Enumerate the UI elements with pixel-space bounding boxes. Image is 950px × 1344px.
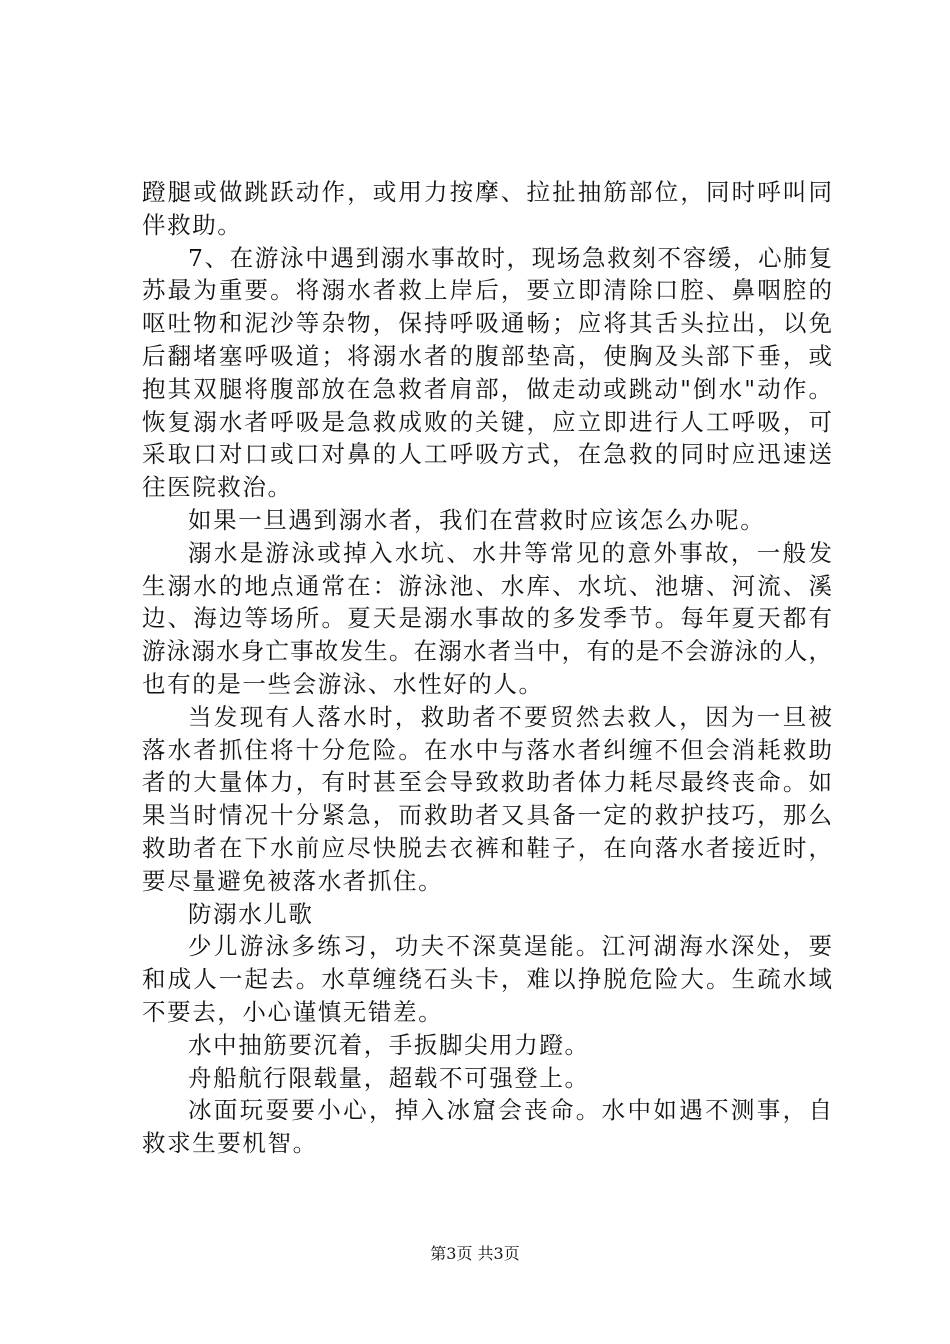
text-line: 果当时情况十分紧急，而救助者又具备一定的救护技巧，那么 <box>142 801 832 830</box>
text-line: 呕吐物和泥沙等杂物，保持呼吸通畅；应将其舌头拉出，以免 <box>142 309 832 338</box>
paragraph-first-line: 当发现有人落水时，救助者不要贸然去救人，因为一旦被 <box>188 702 832 731</box>
text-line: 和成人一起去。水草缠绕石头卡，难以挣脱危险大。生疏水域 <box>142 965 832 994</box>
text-line: 往医院救治。 <box>142 473 293 502</box>
text-line: 落水者抓住将十分危险。在水中与落水者纠缠不但会消耗救助 <box>142 735 832 764</box>
paragraph-first-line: 水中抽筋要沉着，手扳脚尖用力蹬。 <box>188 1030 590 1059</box>
text-line: 苏最为重要。将溺水者救上岸后，要立即清除口腔、鼻咽腔的 <box>142 276 832 305</box>
paragraph-first-line: 舟船航行限载量，超载不可强登上。 <box>188 1063 590 1092</box>
paragraph-first-line: 7、在游泳中遇到溺水事故时，现场急救刻不容缓，心肺复 <box>188 243 832 272</box>
text-line: 恢复溺水者呼吸是急救成败的关键，应立即进行人工呼吸，可 <box>142 407 832 436</box>
text-line: 要尽量避免被落水者抓住。 <box>142 866 444 895</box>
text-line: 抱其双腿将腹部放在急救者肩部，做走动或跳动"倒水"动作。 <box>142 374 832 403</box>
text-line: 后翻堵塞呼吸道；将溺水者的腹部垫高，使胸及头部下垂，或 <box>142 341 832 370</box>
page-number-footer: 第3页 共3页 <box>430 1244 520 1263</box>
text-line: 救求生要机智。 <box>142 1129 318 1158</box>
text-line: 也有的是一些会游泳、水性好的人。 <box>142 669 544 698</box>
document-body <box>142 176 832 1160</box>
text-line: 生溺水的地点通常在：游泳池、水库、水坑、池塘、河流、溪 <box>142 571 832 600</box>
text-line: 伴救助。 <box>142 210 243 239</box>
text-line: 者的大量体力，有时甚至会导致救助者体力耗尽最终丧命。如 <box>142 768 832 797</box>
text-line: 蹬腿或做跳跃动作，或用力按摩、拉扯抽筋部位，同时呼叫同 <box>142 178 832 206</box>
text-line: 边、海边等场所。夏天是溺水事故的多发季节。每年夏天都有 <box>142 604 832 633</box>
section-heading: 防溺水儿歌 <box>188 899 314 928</box>
text-line: 采取口对口或口对鼻的人工呼吸方式，在急救的同时应迅速送 <box>142 440 832 469</box>
paragraph-first-line: 少儿游泳多练习，功夫不深莫逞能。江河湖海水深处，要 <box>188 932 832 961</box>
text-line: 游泳溺水身亡事故发生。在溺水者当中，有的是不会游泳的人， <box>142 637 832 666</box>
text-line: 不要去，小心谨慎无错差。 <box>142 997 444 1026</box>
text-line: 救助者在下水前应尽快脱去衣裤和鞋子，在向落水者接近时， <box>142 833 832 862</box>
paragraph-first-line: 冰面玩耍要小心，掉入冰窟会丧命。水中如遇不测事，自 <box>188 1096 832 1125</box>
paragraph-first-line: 如果一旦遇到溺水者，我们在营救时应该怎么办呢。 <box>188 505 766 534</box>
paragraph-first-line: 溺水是游泳或掉入水坑、水井等常见的意外事故，一般发 <box>188 538 832 567</box>
